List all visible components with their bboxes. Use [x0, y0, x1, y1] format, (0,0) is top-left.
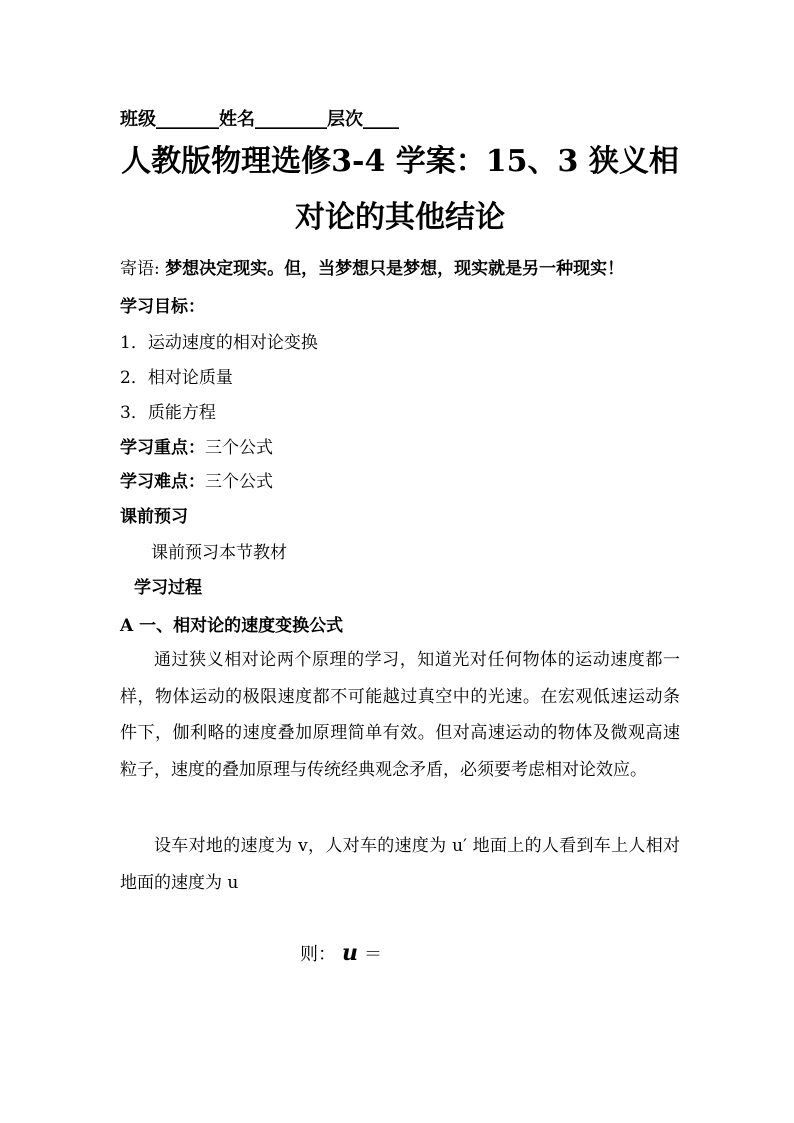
- formula-variable: u: [342, 940, 358, 966]
- document-title: [100, 134, 700, 246]
- class-label: 班级: [120, 109, 156, 130]
- title-line-1: 人教版物理选修3-4 学案：15、3 狭义相: [121, 144, 679, 179]
- objective-item-3: 3．质能方程: [120, 403, 216, 423]
- objective-item-2: 2．相对论质量: [120, 368, 233, 388]
- section-a-paragraph-2: 设车对地的速度为 v，人对车的速度为 u′ 地面上的人看到车上人相对地面的速度为 u: [120, 836, 680, 893]
- key-points-label: 学习重点：: [120, 438, 205, 458]
- objective-item-1: 1．运动速度的相对论变换: [120, 333, 318, 353]
- key-points: [120, 433, 273, 458]
- formula: [300, 940, 382, 966]
- level-label: 层次: [327, 109, 363, 130]
- motto-text: 梦想决定现实。但，当梦想只是梦想，现实就是另一种现实！: [165, 259, 625, 279]
- name-blank: ________: [255, 109, 327, 130]
- section-a-paragraph-1: 通过狭义相对论两个原理的学习，知道光对任何物体的运动速度都一样，物体运动的极限速度都不可能越过真空中的光速。在宏观低速运动条件下，伽利略的速度叠加原理简单有效。但对高速运动的物体及微观高速粒子，速度的叠加原理与传统经典观念矛盾，必须要考虑相对论效应。: [120, 650, 680, 780]
- difficulties-value: 三个公式: [205, 472, 273, 492]
- title-line-2: 对论的其他结论: [295, 200, 505, 235]
- formula-equals: ＝: [364, 944, 382, 965]
- section-a-heading-text: A 一、相对论的速度变换公式: [120, 616, 344, 636]
- preview-heading: 课前预习: [120, 507, 188, 527]
- process-heading: 学习过程: [134, 578, 202, 598]
- section-a-heading: [120, 611, 343, 636]
- class-blank: _______: [156, 109, 219, 130]
- key-points-value: 三个公式: [205, 438, 273, 458]
- motto: [120, 254, 624, 279]
- objectives-heading: 学习目标：: [120, 297, 205, 317]
- preview-text: 课前预习本节教材: [151, 543, 287, 563]
- student-info-line: [120, 105, 399, 131]
- motto-label: 寄语:: [120, 259, 160, 279]
- difficulties-label: 学习难点：: [120, 472, 205, 492]
- difficulties: [120, 467, 273, 492]
- formula-prefix: 则：: [300, 944, 336, 965]
- level-blank: ____: [363, 109, 399, 130]
- name-label: 姓名: [219, 109, 255, 130]
